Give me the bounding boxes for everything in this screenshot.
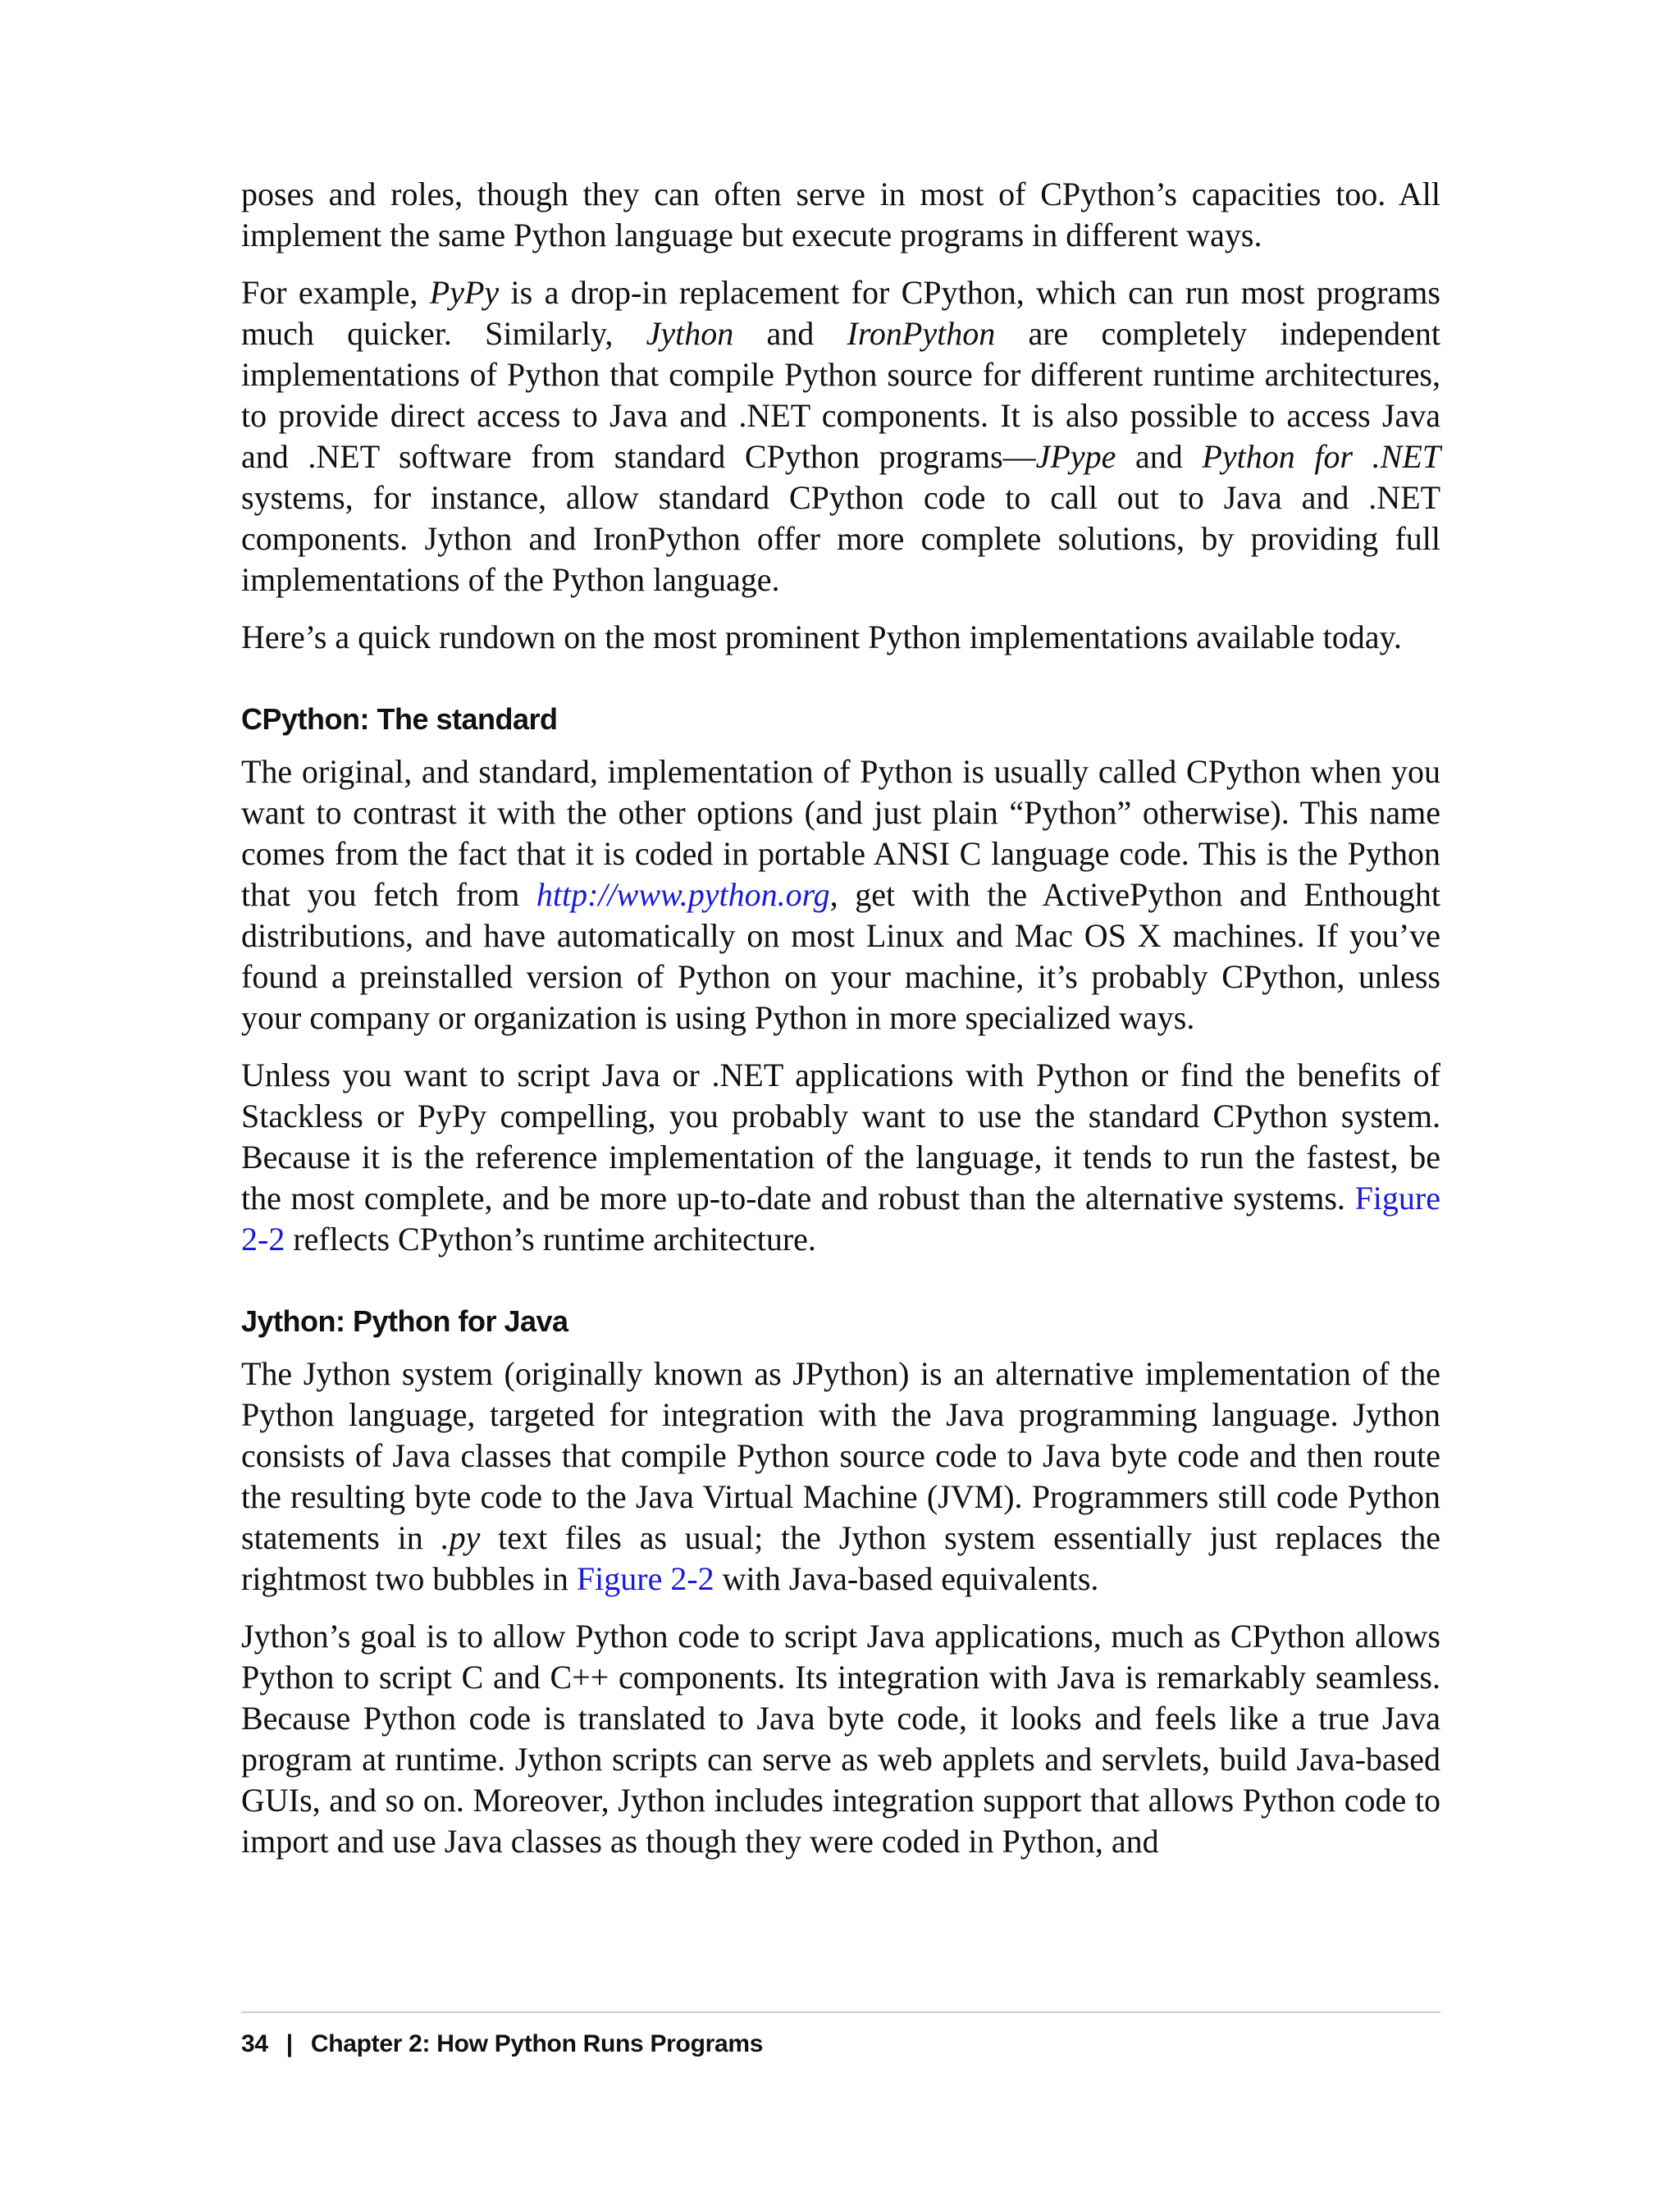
figure-2-2-link[interactable]: Figure 2-2 <box>241 1180 1440 1258</box>
chapter-title: Chapter 2: How Python Runs Programs <box>310 2030 764 2057</box>
emphasis-python-for-net: Python for .NET <box>1202 438 1441 475</box>
paragraph-jython-intro <box>241 1354 1440 1600</box>
paragraph-text: Unless you want to script Java or .NET applications with Python or find the benefits of Stackless or PyPy compelling, you probably want to use the standard CPython system. Because it is the reference implementation of the language, it tends to run the fastest, be the most complete, and be more up-to-date and robust than the alternative systems. <box>241 1057 1440 1217</box>
paragraph-text: are completely independent implementations of Python that compile Python source for different runtime architectures, to provide direct access to Java and .NET components. It is also possible to access Java and .NET software from standard CPython programs— <box>241 315 1440 475</box>
paragraph-rundown <box>241 617 1440 658</box>
page-number: 34 <box>241 2030 268 2057</box>
paragraph-text: poses and roles, though they can often serve in most of CPython’s capacities too. All implement the same Python language but execute programs in different ways. <box>241 176 1440 253</box>
paragraph-text: and <box>1116 438 1203 475</box>
paragraph-text: The original, and standard, implementation of Python is usually called CPython when you want to contrast it with the other options (and just plain “Python” otherwise). This name comes from the fact that it is coded in portable ANSI C language code. This is the Python that you fetch from <box>241 753 1440 913</box>
paragraph-cpython-usage <box>241 1055 1440 1260</box>
footer-divider <box>241 2011 1440 2013</box>
page-body <box>241 174 1440 1862</box>
emphasis-ironpython: IronPython <box>847 315 996 352</box>
paragraph-text: For example, <box>241 274 430 311</box>
paragraph-text: text files as usual; the Jython system essentially just replaces the rightmost two bubbles in <box>241 1519 1440 1597</box>
paragraph-text: systems, for instance, allow standard CPython code to call out to Java and .NET components. Jython and IronPython offer more complete solutions, by providing full implementations of the Python language. <box>241 479 1440 598</box>
paragraph-cpython-intro <box>241 751 1440 1039</box>
footer-separator: | <box>285 2030 293 2057</box>
footer-running-title <box>241 2028 1440 2061</box>
emphasis-py-extension: .py <box>441 1519 481 1556</box>
paragraph-text: is a drop-in replacement for CPython, which can run most programs much quicker. Similarly, <box>241 274 1440 352</box>
paragraph-text: with Java-based equivalents. <box>714 1560 1099 1597</box>
paragraph-text: Jython’s goal is to allow Python code to script Java applications, much as CPython allows Python to script C and C++ components. Its integration with Java is remarkably seamless. Because Python code is translated to Java byte code, it looks and feels like a true Java program at runtime. Jython scripts can serve as web applets and servlets, build Java-based GUIs, and so on. Moreover, Jython includes integration support that allows Python code to import and use Java classes as though they were coded in Python, and <box>241 1618 1440 1860</box>
paragraph-text: , get with the ActivePython and Enthought distributions, and have automatically on most Linux and Mac OS X machines. If you’ve found a preinstalled version of Python on your machine, it’s probably CPython, unless your company or organization is using Python in more specialized ways. <box>241 876 1440 1036</box>
paragraph-text: The Jython system (originally known as JPython) is an alternative implementation of the Python language, targeted for integration with the Java programming language. Jython consists of Java classes that compile Python source code to Java byte code and then route the resulting byte code to the Java Virtual Machine (JVM). Programmers still code Python statements in <box>241 1355 1440 1556</box>
emphasis-jython: Jython <box>646 315 734 352</box>
paragraph-intro-continued <box>241 174 1440 256</box>
section-heading-cpython: CPython: The standard <box>241 702 558 736</box>
paragraph-text: Here’s a quick rundown on the most prominent Python implementations available today. <box>241 619 1402 655</box>
section-heading-jython: Jython: Python for Java <box>241 1304 568 1338</box>
emphasis-jpype: JPype <box>1035 438 1116 475</box>
paragraph-jython-goal <box>241 1616 1440 1862</box>
emphasis-pypy: PyPy <box>429 274 500 311</box>
figure-2-2-link[interactable]: Figure 2-2 <box>576 1560 714 1597</box>
page-footer <box>241 2011 1440 2061</box>
paragraph-implementations <box>241 272 1440 600</box>
paragraph-text: reflects CPython’s runtime architecture. <box>285 1221 816 1258</box>
paragraph-text: and <box>733 315 847 352</box>
python-org-link[interactable]: http://www.python.org <box>536 876 830 913</box>
